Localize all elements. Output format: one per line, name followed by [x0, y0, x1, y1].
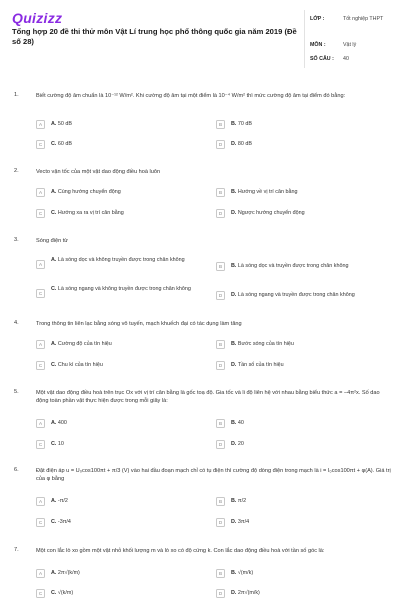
option-letter-box[interactable]: D	[216, 440, 225, 449]
option-text: A. 50 dB	[51, 121, 72, 127]
option-text: C. 60 dB	[51, 141, 72, 147]
option-letter-box[interactable]: A	[36, 340, 45, 349]
option-b[interactable]	[216, 118, 396, 132]
option-letter-box[interactable]: A	[36, 419, 45, 428]
option-text: C. Hướng xa ra vị trí cân bằng	[51, 210, 124, 216]
question-number: 4.	[14, 320, 19, 326]
option-d[interactable]	[216, 516, 396, 530]
option-text: C. Chu kì của tín hiệu	[51, 362, 103, 368]
question-text: Một vật dao động điều hoà trên trục Ox với vị trí cân bằng là gốc toạ độ. Gia tốc và li độ liên hệ với nhau bằng biểu thức a = −4π²x. Số dao động toàn phần vật thực hiện được trong mỗi giây là:	[36, 390, 380, 404]
option-a[interactable]	[36, 417, 204, 431]
meta-row-mon	[310, 40, 394, 54]
option-b[interactable]	[216, 186, 396, 200]
option-text: B. π/2	[231, 498, 247, 504]
question-number: 1.	[14, 92, 19, 98]
option-text: A. Cùng hướng chuyển động	[51, 189, 121, 195]
option-letter-box[interactable]: C	[36, 518, 45, 527]
option-text: D. 20	[231, 441, 244, 447]
socau-label: SỐ CÂU :	[310, 56, 334, 62]
option-letter-box[interactable]: A	[36, 497, 45, 506]
meta-row-lop	[310, 14, 394, 40]
option-text: A. 400	[51, 420, 67, 426]
option-a[interactable]	[36, 567, 204, 581]
option-letter-box[interactable]: C	[36, 361, 45, 370]
option-d[interactable]	[216, 438, 396, 452]
option-letter-box[interactable]: C	[36, 589, 45, 598]
option-text: D. Tần số của tín hiệu	[231, 362, 284, 368]
option-letter-box[interactable]: C	[36, 440, 45, 449]
question-text: Biết cường độ âm chuẩn là 10⁻¹² W/m². Khi cường độ âm tại một điểm là 10⁻⁴ W/m² thì mức cường độ âm tại điểm đó bằng:	[36, 93, 346, 99]
option-text: D. Là sóng ngang và truyền được trong chân không	[231, 292, 355, 298]
lop-value: Tốt nghiệp THPT	[343, 16, 384, 22]
option-letter-box[interactable]: B	[216, 340, 225, 349]
option-letter-box[interactable]: D	[216, 518, 225, 527]
option-text: C. -3π/4	[51, 519, 71, 525]
option-text: D. Ngược hướng chuyển động	[231, 210, 305, 216]
option-text: D. 2π√(m/k)	[231, 590, 260, 596]
option-c[interactable]	[36, 438, 204, 452]
question-number: 3.	[14, 237, 19, 243]
quiz-meta	[310, 14, 394, 68]
question-number: 7.	[14, 547, 19, 553]
quizizz-logo[interactable]: Quizizz	[12, 10, 63, 26]
option-text: B. Bước sóng của tín hiệu	[231, 341, 294, 347]
meta-row-socau	[310, 54, 394, 68]
option-letter-box[interactable]: A	[36, 188, 45, 197]
option-a[interactable]	[36, 186, 204, 200]
option-letter-box[interactable]: B	[216, 497, 225, 506]
option-text: B. Hướng về vị trí cân bằng	[231, 189, 298, 195]
option-text: C. √(k/m)	[51, 590, 74, 596]
meta-divider	[304, 10, 305, 68]
option-d[interactable]	[216, 587, 396, 600]
option-d[interactable]	[216, 138, 396, 152]
option-c[interactable]	[36, 587, 204, 600]
option-text: B. Là sóng dọc và truyền được trong chân không	[231, 263, 349, 269]
option-text: A. Là sóng dọc và không truyền được trong chân không	[51, 257, 185, 263]
question-number: 2.	[14, 168, 19, 174]
question-number: 6.	[14, 467, 19, 473]
question-text: Vecto vận tốc của một vật dao động điều hoà luôn	[36, 169, 161, 175]
option-letter-box[interactable]: A	[36, 260, 45, 269]
question-text: Đặt điện áp u = U₀cos100πt + π/3 (V) vào hai đầu đoạn mạch chỉ có tụ điện thì cường độ dòng điện trong mạch là i = I₀cos100πt + φ(A). Giá trị của φ bằng	[36, 468, 391, 482]
question-text: Một con lắc lò xo gồm một vật nhỏ khối lượng m và lò xo có độ cứng k. Con lắc dao động điều hoà với tần số góc là:	[36, 548, 325, 554]
question-text: Trong thông tin liên lạc bằng sóng vô tuyến, mạch khuếch đại có tác dụng làm tăng	[36, 321, 242, 327]
question-text: Sóng điện từ	[36, 238, 69, 244]
option-c[interactable]	[36, 138, 204, 152]
option-b[interactable]	[216, 338, 396, 352]
option-c[interactable]	[36, 359, 204, 373]
socau-value: 40	[343, 56, 349, 62]
option-c[interactable]	[36, 516, 204, 530]
option-a[interactable]	[36, 255, 204, 275]
option-d[interactable]	[216, 207, 396, 221]
option-b[interactable]	[216, 495, 396, 509]
question-number: 5.	[14, 389, 19, 395]
quiz-title: Tổng hợp 20 đề thi thử môn Vật Lí trung học phổ thông quốc gia năm 2019 (Đề số 28)	[12, 27, 297, 46]
mon-label: MÔN :	[310, 42, 326, 48]
option-letter-box[interactable]: C	[36, 140, 45, 149]
worksheet-header	[0, 0, 400, 72]
option-a[interactable]	[36, 338, 204, 352]
option-text: B. √(m/k)	[231, 570, 254, 576]
option-d[interactable]	[216, 289, 396, 303]
option-letter-box[interactable]: B	[216, 120, 225, 129]
lop-label: LỚP :	[310, 16, 325, 22]
option-b[interactable]	[216, 260, 396, 274]
mon-value: Vật lý	[343, 42, 357, 48]
option-text: D. 3π/4	[231, 519, 250, 525]
option-letter-box[interactable]: B	[216, 262, 225, 271]
option-text: A. 2π√(k/m)	[51, 570, 80, 576]
option-letter-box[interactable]: B	[216, 569, 225, 578]
option-letter-box[interactable]: D	[216, 589, 225, 598]
option-c[interactable]	[36, 284, 204, 304]
option-letter-box[interactable]: D	[216, 361, 225, 370]
option-text: D. 80 dB	[231, 141, 252, 147]
option-letter-box[interactable]: A	[36, 569, 45, 578]
option-text: C. Là sóng ngang và không truyền được trong chân không	[51, 286, 191, 292]
option-text: A. Cường độ của tín hiệu	[51, 341, 112, 347]
option-letter-box[interactable]: B	[216, 419, 225, 428]
option-b[interactable]	[216, 567, 396, 581]
option-text: B. 40	[231, 420, 244, 426]
option-text: B. 70 dB	[231, 121, 252, 127]
option-a[interactable]	[36, 118, 204, 132]
option-text: A. -π/2	[51, 498, 68, 504]
option-letter-box[interactable]: B	[216, 188, 225, 197]
option-d[interactable]	[216, 359, 396, 373]
option-letter-box[interactable]: C	[36, 209, 45, 218]
option-letter-box[interactable]: D	[216, 209, 225, 218]
option-letter-box[interactable]: D	[216, 291, 225, 300]
option-b[interactable]	[216, 417, 396, 431]
option-a[interactable]	[36, 495, 204, 509]
option-c[interactable]	[36, 207, 204, 221]
option-letter-box[interactable]: C	[36, 289, 45, 298]
option-letter-box[interactable]: D	[216, 140, 225, 149]
option-text: C. 10	[51, 441, 64, 447]
option-letter-box[interactable]: A	[36, 120, 45, 129]
